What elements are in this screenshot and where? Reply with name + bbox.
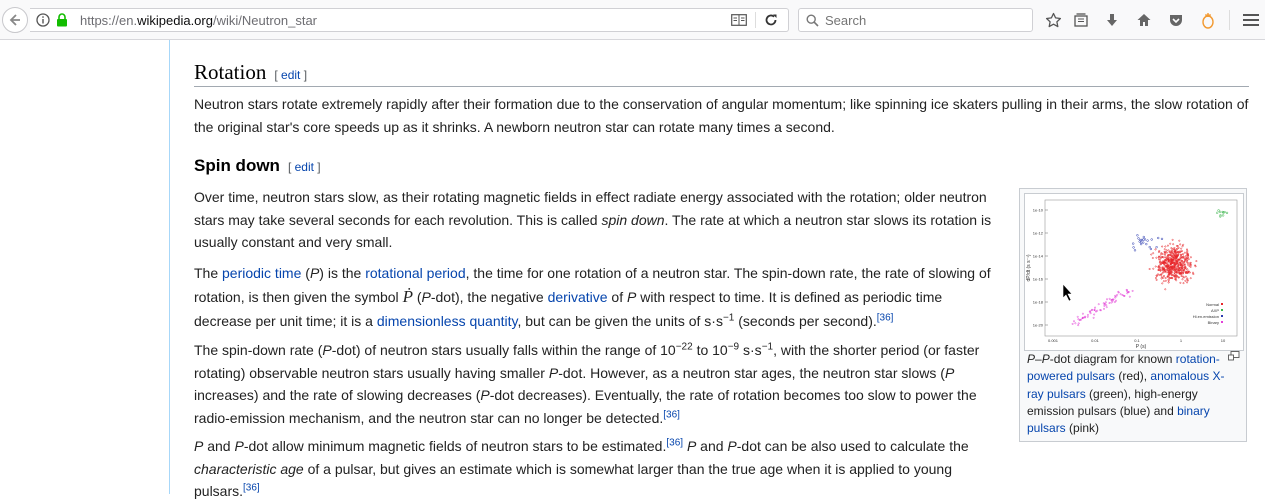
binary-pulsar-point xyxy=(1077,316,1078,317)
normal-pulsar-point xyxy=(1168,282,1169,283)
binary-pulsar-point xyxy=(1073,321,1074,322)
variable: P xyxy=(686,438,697,454)
text: -dot decreases). Eventually, the rate of rotation becomes too slow to power the radio-emission mechanism, and the neutron star can no longer be detected. xyxy=(194,387,977,426)
high-energy-pulsar-point xyxy=(1133,247,1135,249)
binary-pulsar-point xyxy=(1078,319,1079,320)
text: -dot can be also used to calculate the xyxy=(736,438,969,454)
high-energy-pulsar-point xyxy=(1143,236,1145,238)
normal-pulsar-point xyxy=(1188,259,1189,260)
menu-icon[interactable] xyxy=(1242,11,1260,29)
normal-pulsar-point xyxy=(1160,257,1161,258)
axp-point xyxy=(1218,210,1220,212)
browser-toolbar xyxy=(0,0,1265,40)
x-tick-label: 1 xyxy=(1179,338,1183,343)
high-energy-pulsar-point xyxy=(1157,237,1159,239)
superscript: −9 xyxy=(727,341,740,353)
legend-swatch-high-energy xyxy=(1221,315,1223,317)
link-dimensionless-quantity[interactable]: dimensionless quantity xyxy=(376,313,518,329)
normal-pulsar-point xyxy=(1190,257,1191,258)
binary-pulsar-point xyxy=(1094,307,1095,308)
normal-pulsar-point xyxy=(1182,246,1183,247)
emphasis: characteristic age xyxy=(194,460,304,477)
section-heading-spin-down xyxy=(194,156,321,176)
normal-pulsar-point xyxy=(1149,268,1150,269)
normal-pulsar-point xyxy=(1177,261,1178,262)
link-rotation-powered-pulsars[interactable]: rotation-powered pulsars xyxy=(1027,352,1220,384)
normal-pulsar-point xyxy=(1158,251,1159,252)
url-bar[interactable] xyxy=(30,8,789,32)
normal-pulsar-point xyxy=(1185,272,1186,273)
rotation-paragraph: Neutron stars rotate extremely rapidly after their formation due to the conservation of angular momentum; like spinning ice skaters pulling in their arms, the slow rotation of the original star's core speeds up as it shrinks. A newborn neutron star can rotate many times a second. xyxy=(194,96,1249,135)
reference-36[interactable]: [36] xyxy=(876,312,894,324)
heading-text: Spin down xyxy=(194,156,280,175)
normal-pulsar-point xyxy=(1186,249,1187,250)
text: -dot allow minimum magnetic fields of neutron stars to be estimated. xyxy=(243,438,667,454)
normal-pulsar-point xyxy=(1185,276,1186,277)
y-tick-label: 1e-12 xyxy=(1032,230,1043,236)
spin-down-paragraph-1 xyxy=(194,186,999,254)
figure-thumbnail xyxy=(1019,188,1247,442)
axp-point xyxy=(1216,212,1218,214)
text: -dot. However, as a neutron star ages, the neutron star slows ( xyxy=(558,364,945,381)
high-energy-pulsar-point xyxy=(1161,238,1163,240)
normal-pulsar-point xyxy=(1159,274,1160,275)
binary-pulsar-point xyxy=(1115,300,1116,301)
text: (seconds per second). xyxy=(734,313,877,329)
binary-pulsar-point xyxy=(1106,307,1107,308)
variable: P xyxy=(944,364,955,381)
variable: P xyxy=(194,438,204,454)
normal-pulsar-point xyxy=(1166,272,1167,273)
normal-pulsar-point xyxy=(1152,257,1153,258)
text: (pink) xyxy=(1065,421,1100,436)
normal-pulsar-point xyxy=(1176,253,1177,254)
superscript: −1 xyxy=(722,312,735,324)
content-border xyxy=(169,40,170,494)
text: ( xyxy=(412,289,422,305)
variable: P xyxy=(1027,352,1036,366)
link-periodic-time[interactable]: periodic time xyxy=(222,265,302,281)
normal-pulsar-point xyxy=(1172,239,1173,240)
normal-pulsar-point xyxy=(1188,254,1189,255)
normal-pulsar-point xyxy=(1159,268,1160,269)
normal-pulsar-point xyxy=(1190,278,1191,279)
normal-pulsar-point xyxy=(1162,246,1163,247)
normal-pulsar-point xyxy=(1175,274,1176,275)
high-energy-pulsar-point xyxy=(1145,243,1147,245)
bookmark-star-icon[interactable] xyxy=(1044,11,1062,29)
x-tick-label: 0.1 xyxy=(1134,338,1140,343)
normal-pulsar-point xyxy=(1151,254,1152,255)
text: increases) and the rate of slowing decreases ( xyxy=(194,387,481,403)
normal-pulsar-point xyxy=(1164,257,1165,258)
text: , the time for one rotation of a neutron star. The spin-down rate, the rate of slowing of rotation, is then given the symbol xyxy=(194,265,991,305)
high-energy-pulsar-point xyxy=(1151,239,1153,241)
normal-pulsar-point xyxy=(1180,252,1181,253)
text: -dot), the negative xyxy=(430,289,548,305)
y-tick-label: 1e-20 xyxy=(1032,322,1043,328)
binary-pulsar-point xyxy=(1080,319,1081,320)
normal-pulsar-point xyxy=(1165,277,1166,278)
binary-pulsar-point xyxy=(1087,314,1088,315)
x-tick-label: 0.01 xyxy=(1091,338,1099,343)
axp-point xyxy=(1219,211,1221,213)
normal-pulsar-point xyxy=(1153,268,1154,269)
normal-pulsar-point xyxy=(1171,253,1172,254)
normal-pulsar-point xyxy=(1181,248,1182,249)
emphasis: spin down xyxy=(601,211,665,228)
binary-pulsar-point xyxy=(1117,294,1118,295)
reference-36[interactable]: [36] xyxy=(243,482,260,494)
normal-pulsar-point xyxy=(1165,289,1166,290)
text: ) is the xyxy=(319,265,366,281)
x-axis-label: P (s) xyxy=(1135,344,1147,350)
normal-pulsar-point xyxy=(1190,266,1191,267)
search-input[interactable] xyxy=(825,13,1015,28)
normal-pulsar-point xyxy=(1193,273,1194,274)
binary-pulsar-point xyxy=(1087,316,1088,317)
normal-pulsar-point xyxy=(1166,252,1167,253)
normal-pulsar-point xyxy=(1185,280,1186,281)
normal-pulsar-point xyxy=(1164,254,1165,255)
text: (red), xyxy=(1115,369,1151,384)
lock-icon[interactable] xyxy=(55,13,68,27)
normal-pulsar-point xyxy=(1162,253,1163,254)
binary-pulsar-point xyxy=(1126,289,1127,290)
normal-pulsar-point xyxy=(1156,257,1157,258)
legend-swatch-axp xyxy=(1221,309,1223,311)
text: The spin-down rate ( xyxy=(194,342,323,358)
binary-pulsar-point xyxy=(1104,305,1105,306)
binary-pulsar-point xyxy=(1091,309,1092,310)
variable: P xyxy=(480,387,490,403)
variable: P xyxy=(548,364,559,381)
binary-pulsar-point xyxy=(1094,314,1095,315)
urlbar-separator xyxy=(755,12,756,28)
high-energy-pulsar-point xyxy=(1147,240,1149,242)
normal-pulsar-point xyxy=(1160,256,1161,257)
normal-pulsar-point xyxy=(1183,257,1184,258)
high-energy-pulsar-point xyxy=(1132,243,1134,245)
binary-pulsar-point xyxy=(1116,296,1117,297)
normal-pulsar-point xyxy=(1174,247,1175,248)
reference-36[interactable]: [36] xyxy=(663,408,680,420)
normal-pulsar-point xyxy=(1173,269,1174,270)
normal-pulsar-point xyxy=(1168,279,1169,280)
section-heading-rotation xyxy=(194,60,307,85)
binary-pulsar-point xyxy=(1098,304,1099,305)
normal-pulsar-point xyxy=(1179,240,1180,241)
search-icon xyxy=(806,14,819,27)
binary-pulsar-point xyxy=(1106,305,1107,306)
normal-pulsar-point xyxy=(1187,250,1188,251)
pocket-icon[interactable] xyxy=(1167,11,1185,29)
back-icon xyxy=(8,13,22,27)
normal-pulsar-point xyxy=(1161,276,1162,277)
normal-pulsar-point xyxy=(1162,267,1163,268)
binary-pulsar-point xyxy=(1129,296,1130,297)
legend-swatch-normal xyxy=(1221,303,1223,305)
normal-pulsar-point xyxy=(1170,243,1171,244)
normal-pulsar-point xyxy=(1177,248,1178,249)
normal-pulsar-point xyxy=(1173,244,1174,245)
p-dot-symbol: Ṗ xyxy=(402,287,413,306)
normal-pulsar-point xyxy=(1171,247,1172,248)
text: – xyxy=(1035,352,1042,366)
p-pdot-scatter-plot xyxy=(1025,194,1243,350)
variable: P xyxy=(309,265,320,281)
binary-pulsar-point xyxy=(1093,317,1094,318)
normal-pulsar-point xyxy=(1159,261,1160,262)
binary-pulsar-point xyxy=(1120,294,1121,295)
binary-pulsar-point xyxy=(1072,323,1073,324)
binary-pulsar-point xyxy=(1103,308,1104,309)
text: and xyxy=(203,438,235,454)
normal-pulsar-point xyxy=(1163,275,1164,276)
mouse-cursor-icon xyxy=(1063,284,1072,301)
y-axis-label: dP/dt (s s⁻¹) xyxy=(1026,254,1032,282)
normal-pulsar-point xyxy=(1157,274,1158,275)
spin-down-paragraph-3 xyxy=(194,339,999,429)
normal-pulsar-point xyxy=(1153,253,1154,254)
binary-pulsar-point xyxy=(1109,298,1110,299)
binary-pulsar-point xyxy=(1097,310,1098,311)
reload-icon[interactable] xyxy=(764,13,778,27)
normal-pulsar-point xyxy=(1167,245,1168,246)
normal-pulsar-point xyxy=(1181,275,1182,276)
normal-pulsar-point xyxy=(1183,244,1184,245)
normal-pulsar-point xyxy=(1158,259,1159,260)
binary-pulsar-point xyxy=(1122,294,1123,295)
normal-pulsar-point xyxy=(1165,280,1166,281)
binary-pulsar-point xyxy=(1075,323,1076,324)
normal-pulsar-point xyxy=(1164,267,1165,268)
text: of xyxy=(607,289,627,305)
normal-pulsar-point xyxy=(1174,253,1175,254)
binary-pulsar-point xyxy=(1078,325,1079,326)
normal-pulsar-point xyxy=(1180,282,1181,283)
legend xyxy=(1193,302,1223,325)
link-anomalous-x-ray-pulsars[interactable]: anomalous X-ray pulsars xyxy=(1027,369,1225,401)
normal-pulsar-point xyxy=(1182,279,1183,280)
home-icon[interactable] xyxy=(1135,11,1153,29)
legend-swatch-binary xyxy=(1221,321,1223,323)
high-energy-pulsar-point xyxy=(1149,246,1151,248)
normal-pulsar-point xyxy=(1165,246,1166,247)
normal-pulsar-point xyxy=(1187,269,1188,270)
text: , but can be given the units of s·s xyxy=(517,313,723,329)
text: to 10 xyxy=(692,342,728,358)
axp-point xyxy=(1226,212,1228,214)
superscript: −22 xyxy=(675,341,693,353)
high-energy-pulsar-point xyxy=(1156,246,1158,248)
variable: P xyxy=(727,438,737,454)
normal-pulsar-point xyxy=(1162,273,1163,274)
normal-pulsar-point xyxy=(1163,277,1164,278)
text: -dot diagram for known xyxy=(1049,352,1176,366)
variable: P xyxy=(627,289,637,305)
legend-normal: Normal xyxy=(1206,302,1219,307)
normal-pulsar-point xyxy=(1196,260,1197,261)
normal-pulsar-point xyxy=(1180,244,1181,245)
normal-pulsar-point xyxy=(1156,279,1157,280)
binary-pulsar-point xyxy=(1078,323,1079,324)
normal-pulsar-point xyxy=(1182,262,1183,263)
normal-pulsar-point xyxy=(1167,257,1168,258)
y-tick-label: 1e-16 xyxy=(1032,276,1043,282)
high-energy-pulsar-point xyxy=(1134,249,1136,251)
normal-pulsar-point xyxy=(1169,251,1170,252)
normal-pulsar-point xyxy=(1171,257,1172,258)
binary-pulsar-point xyxy=(1094,309,1095,310)
normal-pulsar-point xyxy=(1182,253,1183,254)
normal-pulsar-point xyxy=(1186,282,1187,283)
high-energy-pulsar-point xyxy=(1150,248,1152,250)
legend-axp: AXP xyxy=(1210,308,1219,313)
text: s·s xyxy=(739,342,762,358)
normal-pulsar-point xyxy=(1187,264,1188,265)
normal-pulsar-point xyxy=(1162,283,1163,284)
normal-pulsar-point xyxy=(1158,266,1159,267)
normal-pulsar-point xyxy=(1167,263,1168,264)
normal-pulsar-point xyxy=(1178,252,1179,253)
link-binary-pulsars[interactable]: binary pulsars xyxy=(1027,403,1210,436)
x-tick-label: 0.001 xyxy=(1047,338,1059,343)
binary-pulsar-point xyxy=(1132,290,1133,291)
normal-pulsar-point xyxy=(1184,252,1185,253)
normal-pulsar-point xyxy=(1181,256,1182,257)
reference-36[interactable]: [36] xyxy=(666,437,684,449)
normal-pulsar-point xyxy=(1169,258,1170,259)
normal-pulsar-point xyxy=(1155,277,1156,278)
info-icon[interactable] xyxy=(36,13,50,27)
normal-pulsar-point xyxy=(1182,276,1183,277)
binary-pulsar-point xyxy=(1106,299,1107,300)
edit-link-spin-down[interactable]: edit xyxy=(294,160,314,174)
binary-pulsar-point xyxy=(1109,302,1110,303)
heading-text: Rotation xyxy=(194,60,267,84)
spin-down-paragraph-2 xyxy=(194,261,999,333)
y-tick-label: 1e-18 xyxy=(1032,299,1043,305)
text: with respect to time. It is defined as periodic time decrease per unit time; it is a xyxy=(194,289,943,329)
binary-pulsar-point xyxy=(1105,302,1106,303)
toolbar-separator xyxy=(1229,10,1230,30)
normal-pulsar-point xyxy=(1155,249,1156,250)
variable: P xyxy=(421,289,431,305)
spin-down-paragraph-4 xyxy=(194,435,999,503)
variable: P xyxy=(322,342,332,358)
search-bar[interactable] xyxy=(798,8,1033,32)
axp-point xyxy=(1220,214,1222,216)
link-derivative[interactable]: derivative xyxy=(547,289,608,305)
variable: P xyxy=(1041,352,1050,366)
y-tick-label: 1e-10 xyxy=(1032,207,1043,213)
download-icon[interactable] xyxy=(1103,11,1121,29)
url-text[interactable]: https://en.wikipedia.org/wiki/Neutron_star xyxy=(80,12,318,28)
reader-view-icon[interactable] xyxy=(730,13,748,27)
normal-pulsar-point xyxy=(1190,264,1191,265)
normal-pulsar-point xyxy=(1168,250,1169,251)
high-energy-pulsar-point xyxy=(1138,238,1140,240)
normal-pulsar-point xyxy=(1163,281,1164,282)
high-energy-pulsar-point xyxy=(1137,234,1139,236)
x-tick-label: 10 xyxy=(1220,338,1226,343)
legend-binary: Binary xyxy=(1207,320,1219,325)
text: , with the shorter period (or faster rotating) observable neutron stars usually having smaller xyxy=(194,342,980,381)
text: -dot) of neutron stars usually falls within the range of 10 xyxy=(331,342,676,358)
text: and xyxy=(696,438,728,454)
binary-pulsar-point xyxy=(1090,313,1091,314)
text: . The rate at which a neutron star slows its rotation is usually constant and very small. xyxy=(194,211,992,250)
normal-pulsar-point xyxy=(1185,255,1186,256)
edit-section: [ edit ] xyxy=(274,68,308,82)
figure-caption xyxy=(1027,351,1241,437)
binary-pulsar-point xyxy=(1111,302,1112,303)
high-energy-pulsar-point xyxy=(1142,242,1144,244)
normal-pulsar-point xyxy=(1187,278,1188,279)
normal-pulsar-point xyxy=(1166,250,1167,251)
text: (green), high-energy emission pulsars (blue) and xyxy=(1027,386,1198,418)
library-icon[interactable] xyxy=(1072,11,1090,29)
binary-pulsar-point xyxy=(1082,313,1083,314)
normal-pulsar-point xyxy=(1183,283,1184,284)
text: Over time, neutron stars slow, as their rotating magnetic fields in effect radiate energy associated with the rotation; older neutron stars may take several seconds for each revolution. This is called xyxy=(194,189,987,228)
normal-pulsar-point xyxy=(1164,249,1165,250)
extension-icon[interactable] xyxy=(1199,10,1217,30)
y-tick-label: 1e-14 xyxy=(1032,253,1043,259)
edit-section: [ edit ] xyxy=(287,160,321,174)
link-rotational-period[interactable]: rotational period xyxy=(365,265,466,281)
edit-link-rotation[interactable]: edit xyxy=(281,68,301,82)
heading-rule xyxy=(194,86,1249,87)
text: The xyxy=(194,265,223,281)
variable: P xyxy=(234,438,244,454)
superscript: −1 xyxy=(761,341,774,353)
normal-pulsar-point xyxy=(1187,257,1188,258)
normal-pulsar-point xyxy=(1155,266,1156,267)
text: ( xyxy=(301,265,310,281)
p-pdot-diagram-image[interactable] xyxy=(1024,193,1244,351)
high-energy-pulsar-point xyxy=(1140,243,1142,245)
text: of a pulsar, but gives an estimate which is somewhat larger than the true age when it is applied to young pulsars. xyxy=(194,460,952,499)
axp-point xyxy=(1222,215,1224,217)
binary-pulsar-point xyxy=(1112,300,1113,301)
binary-pulsar-point xyxy=(1114,301,1115,302)
legend-high-energy: Hi.en.emission xyxy=(1192,314,1219,319)
normal-pulsar-point xyxy=(1171,250,1172,251)
back-button[interactable] xyxy=(2,7,28,33)
